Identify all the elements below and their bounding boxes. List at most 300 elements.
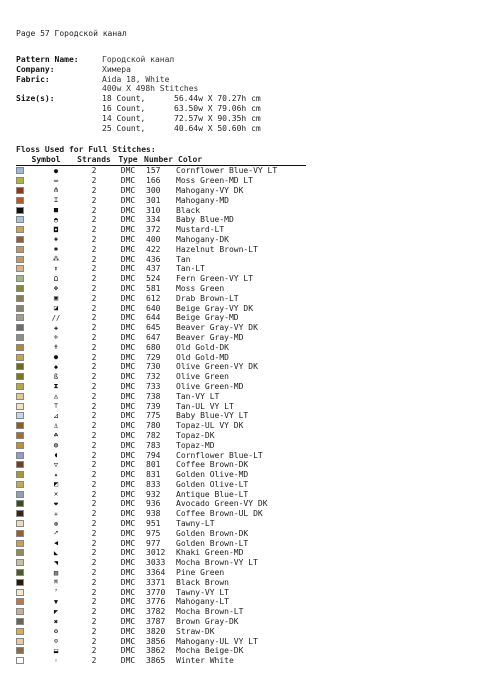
floss-type: DMC — [120, 303, 136, 313]
table-row — [16, 215, 306, 225]
floss-type: DMC — [120, 607, 136, 617]
floss-color-name: Mahogany-VY DK — [176, 185, 244, 195]
floss-number: 3012 — [146, 548, 166, 558]
table-row — [16, 646, 306, 656]
table-row — [16, 421, 306, 431]
floss-color-name: Moss Green — [176, 283, 225, 293]
table-row — [16, 538, 306, 548]
size-row — [102, 104, 261, 114]
table-row — [16, 577, 306, 587]
table-row — [16, 323, 306, 333]
table-row — [16, 626, 306, 636]
floss-symbol: ◤ — [53, 607, 59, 616]
color-swatch — [16, 608, 24, 615]
floss-number: 801 — [146, 460, 161, 470]
floss-number: 645 — [146, 323, 161, 333]
size-dims: 63.50w X 79.06h cm — [174, 103, 261, 113]
stitches-row — [16, 84, 261, 94]
floss-number: 936 — [146, 499, 161, 509]
color-swatch — [16, 500, 24, 507]
floss-strands: 2 — [91, 381, 97, 391]
floss-symbol: ◈ — [53, 235, 59, 244]
floss-symbol: ⊤ — [53, 402, 59, 411]
color-swatch — [16, 461, 24, 468]
floss-type: DMC — [120, 430, 136, 440]
floss-number: 524 — [146, 274, 161, 284]
table-row — [16, 548, 306, 558]
floss-type: DMC — [120, 225, 136, 235]
floss-symbol: ⁷ — [53, 588, 59, 597]
table-row — [16, 186, 306, 196]
floss-number: 422 — [146, 244, 161, 254]
color-swatch — [16, 236, 24, 243]
floss-type: DMC — [120, 538, 136, 548]
floss-symbol: ✦ — [53, 470, 59, 479]
color-swatch — [16, 628, 24, 635]
floss-type: DMC — [120, 548, 136, 558]
floss-strands: 2 — [91, 440, 97, 450]
floss-symbol: ➚ — [53, 529, 59, 538]
header-number: Number — [144, 155, 173, 164]
table-row — [16, 372, 306, 382]
floss-number: 640 — [146, 303, 161, 313]
floss-color-name: Coffee Brown-DK — [176, 460, 249, 470]
floss-symbol: ✛ — [53, 333, 59, 342]
floss-type: DMC — [120, 489, 136, 499]
floss-type: DMC — [120, 528, 136, 538]
table-row — [16, 519, 306, 529]
table-row — [16, 440, 306, 450]
floss-color-name: Khaki Green-MD — [176, 548, 244, 558]
color-swatch — [16, 559, 24, 566]
floss-strands: 2 — [91, 391, 97, 401]
color-swatch — [16, 569, 24, 576]
table-row — [16, 617, 306, 627]
floss-number: 157 — [146, 166, 161, 176]
floss-strands: 2 — [91, 499, 97, 509]
floss-symbol: ⊿ — [53, 411, 59, 420]
floss-type: DMC — [120, 185, 136, 195]
floss-symbol: ⊙ — [53, 637, 59, 646]
floss-strands: 2 — [91, 479, 97, 489]
floss-symbol: ◪ — [53, 304, 59, 313]
floss-type: DMC — [120, 362, 136, 372]
floss-type: DMC — [120, 597, 136, 607]
floss-number: 780 — [146, 421, 161, 431]
floss-number: 833 — [146, 479, 161, 489]
floss-number: 3865 — [146, 656, 166, 666]
floss-color-name: Baby Blue-VY LT — [176, 411, 249, 421]
floss-number: 612 — [146, 293, 161, 303]
floss-strands: 2 — [91, 254, 97, 264]
floss-number: 300 — [146, 185, 161, 195]
floss-symbol: ▨ — [53, 568, 59, 577]
floss-strands: 2 — [91, 166, 97, 176]
floss-color-name: Black — [176, 205, 201, 215]
color-swatch — [16, 305, 24, 312]
floss-symbol: ✱ — [53, 245, 59, 254]
floss-strands: 2 — [91, 362, 97, 372]
floss-symbol: ✪ — [53, 627, 59, 636]
color-swatch — [16, 520, 24, 527]
floss-color-name: Old Gold-MD — [176, 352, 229, 362]
table-row — [16, 528, 306, 538]
floss-symbol: // — [51, 313, 61, 322]
floss-color-name: Beige Gray-MD — [176, 313, 239, 323]
size-count: 18 Count, — [102, 94, 146, 104]
color-swatch — [16, 324, 24, 331]
floss-symbol: ◣ — [53, 548, 59, 557]
floss-color-name: Old Gold-DK — [176, 342, 229, 352]
floss-type: DMC — [120, 195, 136, 205]
floss-type: DMC — [120, 205, 136, 215]
color-swatch — [16, 442, 24, 449]
color-swatch — [16, 598, 24, 605]
color-swatch — [16, 481, 24, 488]
floss-color-name: Golden Olive-MD — [176, 470, 249, 480]
floss-strands: 2 — [91, 411, 97, 421]
table-row — [16, 568, 306, 578]
fabric-label: Fabric: — [16, 74, 50, 84]
floss-type: DMC — [120, 460, 136, 470]
floss-number: 400 — [146, 234, 161, 244]
floss-number: 775 — [146, 411, 161, 421]
floss-type: DMC — [120, 568, 136, 578]
floss-type: DMC — [120, 283, 136, 293]
floss-strands: 2 — [91, 234, 97, 244]
floss-strands: 2 — [91, 528, 97, 538]
floss-symbol: ✝ — [53, 343, 59, 352]
color-swatch — [16, 589, 24, 596]
floss-color-name: Olive Green-MD — [176, 381, 244, 391]
floss-symbol: ◓ — [53, 215, 59, 224]
fabric-row — [16, 75, 261, 85]
floss-symbol: ❤ — [53, 499, 59, 508]
floss-strands: 2 — [91, 342, 97, 352]
floss-number: 644 — [146, 313, 161, 323]
floss-color-name: Cornflower Blue-VY LT — [176, 166, 278, 176]
table-row — [16, 362, 306, 372]
floss-number: 3033 — [146, 558, 166, 568]
floss-symbol: ⧗ — [53, 381, 59, 390]
floss-color-name: Moss Green-MD LT — [176, 176, 254, 186]
floss-number: 951 — [146, 519, 161, 529]
color-swatch — [16, 354, 24, 361]
floss-color-name: Beaver Gray-MD — [176, 332, 244, 342]
floss-color-name: Baby Blue-MD — [176, 215, 234, 225]
floss-number: 3371 — [146, 577, 166, 587]
floss-symbol: ✕ — [53, 490, 59, 499]
floss-number: 3770 — [146, 587, 166, 597]
floss-type: DMC — [120, 176, 136, 186]
floss-number: 436 — [146, 254, 161, 264]
floss-color-name: Tawny-VY LT — [176, 587, 229, 597]
floss-strands: 2 — [91, 538, 97, 548]
floss-number: 680 — [146, 342, 161, 352]
color-swatch — [16, 334, 24, 341]
floss-color-name: Mocha Brown-VY LT — [176, 558, 258, 568]
floss-strands: 2 — [91, 244, 97, 254]
table-row — [16, 382, 306, 392]
pattern-name-label: Pattern Name: — [16, 55, 79, 64]
floss-symbol: ⊛ — [53, 519, 59, 528]
floss-type: DMC — [120, 440, 136, 450]
floss-symbol: ● — [53, 166, 59, 175]
table-row — [16, 254, 306, 264]
floss-type: DMC — [120, 313, 136, 323]
floss-type: DMC — [120, 234, 136, 244]
floss-symbol: ▽ — [53, 460, 59, 469]
floss-symbol: ⬆ — [53, 264, 59, 273]
floss-type: DMC — [120, 450, 136, 460]
table-row — [16, 205, 306, 215]
floss-number: 334 — [146, 215, 161, 225]
size-dims: 40.64w X 50.60h cm — [174, 123, 261, 133]
floss-number: 977 — [146, 538, 161, 548]
floss-type: DMC — [120, 656, 136, 666]
floss-strands: 2 — [91, 646, 97, 656]
floss-type: DMC — [120, 499, 136, 509]
floss-number: 3820 — [146, 626, 166, 636]
table-row — [16, 636, 306, 646]
size-count: 14 Count, — [102, 113, 146, 123]
floss-color-name: Mahogany-DK — [176, 234, 229, 244]
color-swatch — [16, 432, 24, 439]
floss-symbol: ⋔ — [53, 186, 59, 195]
floss-number: 932 — [146, 489, 161, 499]
floss-type: DMC — [120, 509, 136, 519]
floss-symbol: ✚ — [53, 323, 59, 332]
floss-strands: 2 — [91, 332, 97, 342]
floss-type: DMC — [120, 352, 136, 362]
floss-symbol: ▣ — [53, 294, 59, 303]
floss-table — [16, 155, 306, 666]
floss-symbol: ⌘ — [53, 578, 59, 587]
floss-symbol: ◩ — [53, 480, 59, 489]
color-swatch — [16, 197, 24, 204]
color-swatch — [16, 549, 24, 556]
floss-symbol: ◀ — [53, 539, 59, 548]
floss-strands: 2 — [91, 509, 97, 519]
floss-strands: 2 — [91, 568, 97, 578]
floss-strands: 2 — [91, 519, 97, 529]
pattern-name-row — [16, 55, 261, 65]
floss-strands: 2 — [91, 352, 97, 362]
floss-type: DMC — [120, 215, 136, 225]
floss-symbol: ◥ — [53, 558, 59, 567]
color-swatch — [16, 275, 24, 282]
floss-strands: 2 — [91, 421, 97, 431]
floss-type: DMC — [120, 264, 136, 274]
floss-color-name: Winter White — [176, 656, 234, 666]
table-row — [16, 450, 306, 460]
floss-symbol: ⬓ — [53, 646, 59, 655]
floss-symbol: Ω — [53, 274, 59, 283]
page-header: Page 57 Городской канал — [16, 29, 127, 38]
color-swatch — [16, 256, 24, 263]
floss-symbol: ⚓ — [53, 421, 59, 430]
table-row — [16, 607, 306, 617]
color-swatch — [16, 216, 24, 223]
floss-strands: 2 — [91, 283, 97, 293]
color-swatch — [16, 344, 24, 351]
floss-color-name: Beige Gray-VY DK — [176, 303, 254, 313]
floss-symbol: ▼ — [53, 597, 59, 606]
floss-strands: 2 — [91, 323, 97, 333]
floss-number: 794 — [146, 450, 161, 460]
floss-type: DMC — [120, 244, 136, 254]
floss-number: 975 — [146, 528, 161, 538]
table-row — [16, 166, 306, 176]
color-swatch — [16, 177, 24, 184]
size-count: 16 Count, — [102, 103, 146, 113]
floss-color-name: Hazelnut Brown-LT — [176, 244, 258, 254]
header-strands: Strands — [77, 155, 111, 164]
floss-symbol: ═ — [53, 176, 59, 185]
floss-type: DMC — [120, 617, 136, 627]
floss-color-name: Antique Blue-LT — [176, 489, 249, 499]
color-swatch — [16, 618, 24, 625]
floss-type: DMC — [120, 323, 136, 333]
floss-color-name: Black Brown — [176, 577, 229, 587]
floss-strands: 2 — [91, 225, 97, 235]
floss-title: Floss Used for Full Stitches: — [16, 145, 156, 154]
floss-strands: 2 — [91, 607, 97, 617]
company-row — [16, 65, 261, 75]
floss-strands: 2 — [91, 548, 97, 558]
floss-number: 782 — [146, 430, 161, 440]
floss-color-name: Golden Brown-DK — [176, 528, 249, 538]
floss-number: 581 — [146, 283, 161, 293]
floss-strands: 2 — [91, 597, 97, 607]
color-swatch — [16, 647, 24, 654]
sizes-row — [16, 94, 261, 133]
size-dims: 56.44w X 70.27h cm — [174, 94, 261, 104]
pattern-info — [16, 55, 261, 133]
floss-type: DMC — [120, 372, 136, 382]
floss-strands: 2 — [91, 303, 97, 313]
header-color: Color — [178, 155, 203, 164]
floss-number: 372 — [146, 225, 161, 235]
floss-strands: 2 — [91, 293, 97, 303]
floss-number: 732 — [146, 372, 161, 382]
floss-color-name: Tan-UL VY LT — [176, 401, 234, 411]
floss-strands: 2 — [91, 450, 97, 460]
floss-type: DMC — [120, 587, 136, 597]
table-row — [16, 313, 306, 323]
floss-strands: 2 — [91, 577, 97, 587]
floss-symbol: ✖ — [53, 617, 59, 626]
floss-number: 301 — [146, 195, 161, 205]
floss-rows — [16, 166, 306, 666]
floss-color-name: Fern Green-VY LT — [176, 274, 254, 284]
floss-strands: 2 — [91, 176, 97, 186]
floss-symbol: ◬ — [53, 392, 59, 401]
floss-symbol: ß — [53, 372, 59, 381]
floss-type: DMC — [120, 342, 136, 352]
floss-strands: 2 — [91, 372, 97, 382]
floss-number: 733 — [146, 381, 161, 391]
floss-number: 3787 — [146, 617, 166, 627]
floss-strands: 2 — [91, 587, 97, 597]
floss-symbol: ◘ — [53, 225, 59, 234]
color-swatch — [16, 471, 24, 478]
floss-color-name: Mocha Beige-DK — [176, 646, 244, 656]
floss-number: 738 — [146, 391, 161, 401]
table-row — [16, 558, 306, 568]
floss-strands: 2 — [91, 264, 97, 274]
size-label: Size(s): — [16, 94, 55, 104]
table-row — [16, 225, 306, 235]
table-row — [16, 244, 306, 254]
color-swatch — [16, 393, 24, 400]
table-row — [16, 656, 306, 666]
floss-type: DMC — [120, 274, 136, 284]
table-row — [16, 264, 306, 274]
floss-strands: 2 — [91, 489, 97, 499]
color-swatch — [16, 363, 24, 370]
floss-number: 3782 — [146, 607, 166, 617]
floss-color-name: Golden Olive-LT — [176, 479, 249, 489]
floss-symbol: ☘ — [53, 431, 59, 440]
color-swatch — [16, 452, 24, 459]
floss-table-header — [16, 155, 306, 166]
color-swatch — [16, 579, 24, 586]
table-row — [16, 499, 306, 509]
company-value: Химера — [102, 64, 131, 74]
floss-strands: 2 — [91, 205, 97, 215]
floss-type: DMC — [120, 479, 136, 489]
floss-number: 739 — [146, 401, 161, 411]
floss-strands: 2 — [91, 185, 97, 195]
header-symbol: Symbol — [31, 155, 61, 164]
table-row — [16, 460, 306, 470]
table-row — [16, 509, 306, 519]
floss-number: 166 — [146, 176, 161, 186]
color-swatch — [16, 314, 24, 321]
floss-color-name: Olive Green — [176, 372, 229, 382]
floss-strands: 2 — [91, 401, 97, 411]
color-swatch — [16, 510, 24, 517]
floss-color-name: Tan-VY LT — [176, 391, 220, 401]
color-swatch — [16, 207, 24, 214]
table-row — [16, 342, 306, 352]
pattern-name-value: Городской канал — [102, 55, 175, 64]
floss-type: DMC — [120, 421, 136, 431]
floss-color-name: Tan — [176, 254, 191, 264]
color-swatch — [16, 383, 24, 390]
floss-color-name: Mahogany-LT — [176, 597, 229, 607]
floss-color-name: Tawny-LT — [176, 519, 215, 529]
table-row — [16, 352, 306, 362]
floss-type: DMC — [120, 401, 136, 411]
table-row — [16, 333, 306, 343]
floss-type: DMC — [120, 558, 136, 568]
table-row — [16, 293, 306, 303]
floss-color-name: Coffee Brown-UL DK — [176, 509, 263, 519]
floss-color-name: Mahogany-UL VY LT — [176, 636, 258, 646]
floss-symbol: ■ — [53, 206, 59, 215]
size-list — [102, 94, 261, 133]
table-row — [16, 431, 306, 441]
floss-symbol: ◍ — [53, 441, 59, 450]
floss-strands: 2 — [91, 460, 97, 470]
floss-strands: 2 — [91, 274, 97, 284]
floss-type: DMC — [120, 381, 136, 391]
table-row — [16, 489, 306, 499]
floss-color-name: Mustard-LT — [176, 225, 225, 235]
floss-symbol: ✤ — [53, 284, 59, 293]
